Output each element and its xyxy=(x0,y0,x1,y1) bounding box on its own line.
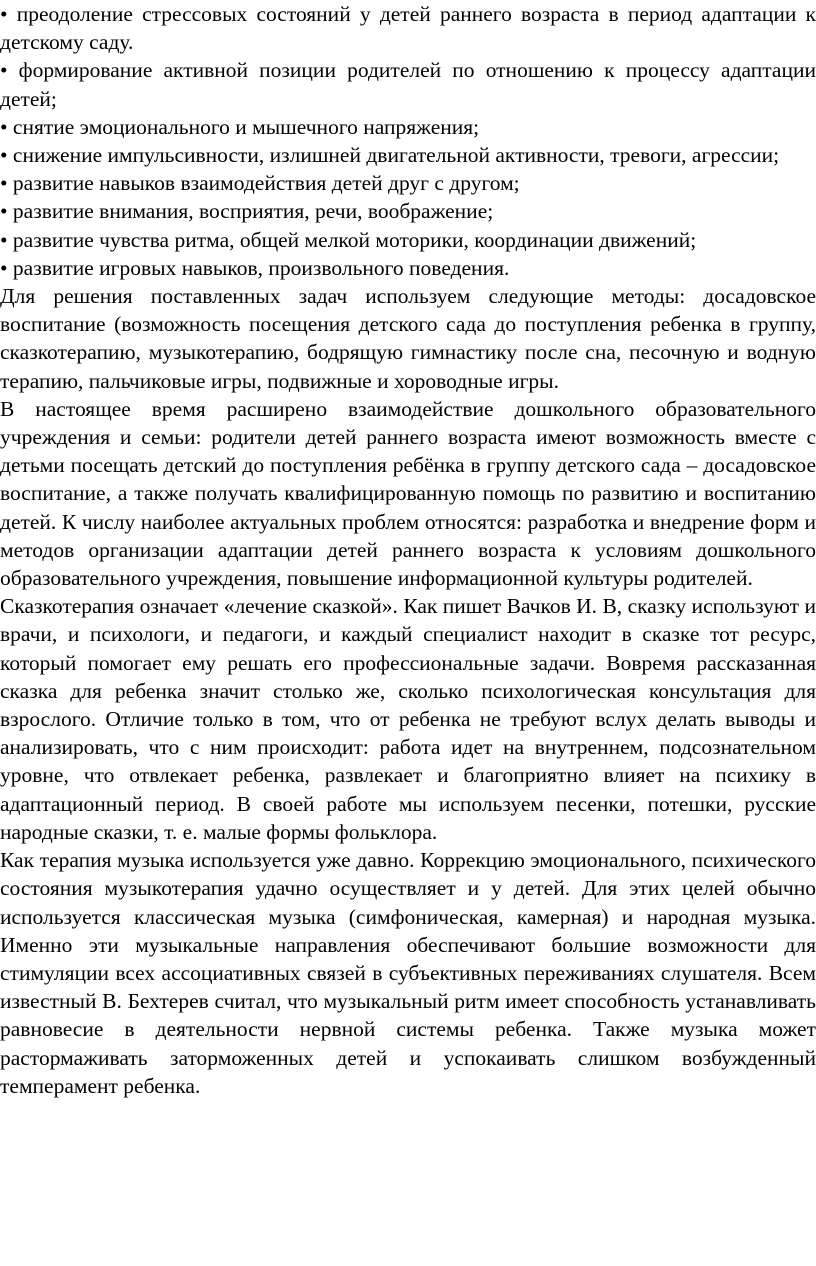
paragraph-fairy-tale-therapy: Сказкотерапия означает «лечение сказкой». Как пишет Вачков И. В, сказку используют и врачи, и психологи, и педагоги, и каждый специалист находит в сказке тот ресурс, который помогает ему решать его профессиональные задачи. Вовремя рассказанная сказка для ребенка значит столько же, сколько психологическая консультация для взрослого. Отличие только в том, что от ребенка не требуют вслух делать выводы и анализировать, что с ним происходит: работа идет на внутреннем, подсознательном уровне, что отвлекает ребенка, развлекает и благоприятно влияет на психику в адаптационный период. В своей работе мы используем песенки, потешки, русские народные сказки, т. е. малые формы фольклора. xyxy=(0,594,816,844)
list-item: • преодоление стрессовых состояний у детей раннего возраста в период адаптации к детскому саду. xyxy=(0,2,816,55)
list-item: • формирование активной позиции родителей по отношению к процессу адаптации детей; xyxy=(0,58,816,111)
list-item: • развитие игровых навыков, произвольного поведения. xyxy=(0,255,510,280)
paragraph-family-interaction: В настоящее время расширено взаимодействие дошкольного образовательного учреждения и семьи: родители детей раннего возраста имеют возможность вместе с детьми посещать детский до поступления ребёнка в группу детского сада – досадовское воспитание, а также получать квалифицированную помощь по развитию и воспитанию детей. К числу наиболее актуальных проблем относятся: разработка и внедрение форм и методов организации адаптации детей раннего возраста к условиям дошкольного образовательного учреждения, повышение информационной культуры родителей. xyxy=(0,396,816,591)
paragraph-music-therapy: Как терапия музыка используется уже давно. Коррекцию эмоционального, психического состояния музыкотерапия удачно осуществляет и у детей. Для этих целей обычно используется классическая музыка (симфоническая, камерная) и народная музыка. Именно эти музыкальные направления обеспечивают большие возможности для стимуляции всех ассоциативных связей в субъективных переживаниях слушателя. Всем известный В. Бехтерев считал, что музыкальный ритм имеет способность устанавливать равновесие в деятельности нервной системы ребенка. Также музыка может растормаживать заторможенных детей и успокаивать слишком возбужденный темперамент ребенка. xyxy=(0,848,816,1098)
goals-bullet-list xyxy=(0,0,816,282)
paragraph-methods: Для решения поставленных задач используем следующие методы: досадовское воспитание (возможность посещения детского сада до поступления ребенка в группу, сказкотерапию, музыкотерапию, бодрящую гимнастику после сна, песочную и водную терапию, пальчиковые игры, подвижные и хороводные игры. xyxy=(0,284,816,393)
list-item: • развитие навыков взаимодействия детей друг с другом; xyxy=(0,171,520,196)
list-item: • снижение импульсивности, излишней двигательной активности, тревоги, агрессии; xyxy=(0,143,780,168)
list-item: • развитие внимания, восприятия, речи, воображение; xyxy=(0,199,494,224)
list-item: • развитие чувства ритма, общей мелкой моторики, координации движений; xyxy=(0,227,697,252)
list-item: • снятие эмоционального и мышечного напряжения; xyxy=(0,114,480,139)
